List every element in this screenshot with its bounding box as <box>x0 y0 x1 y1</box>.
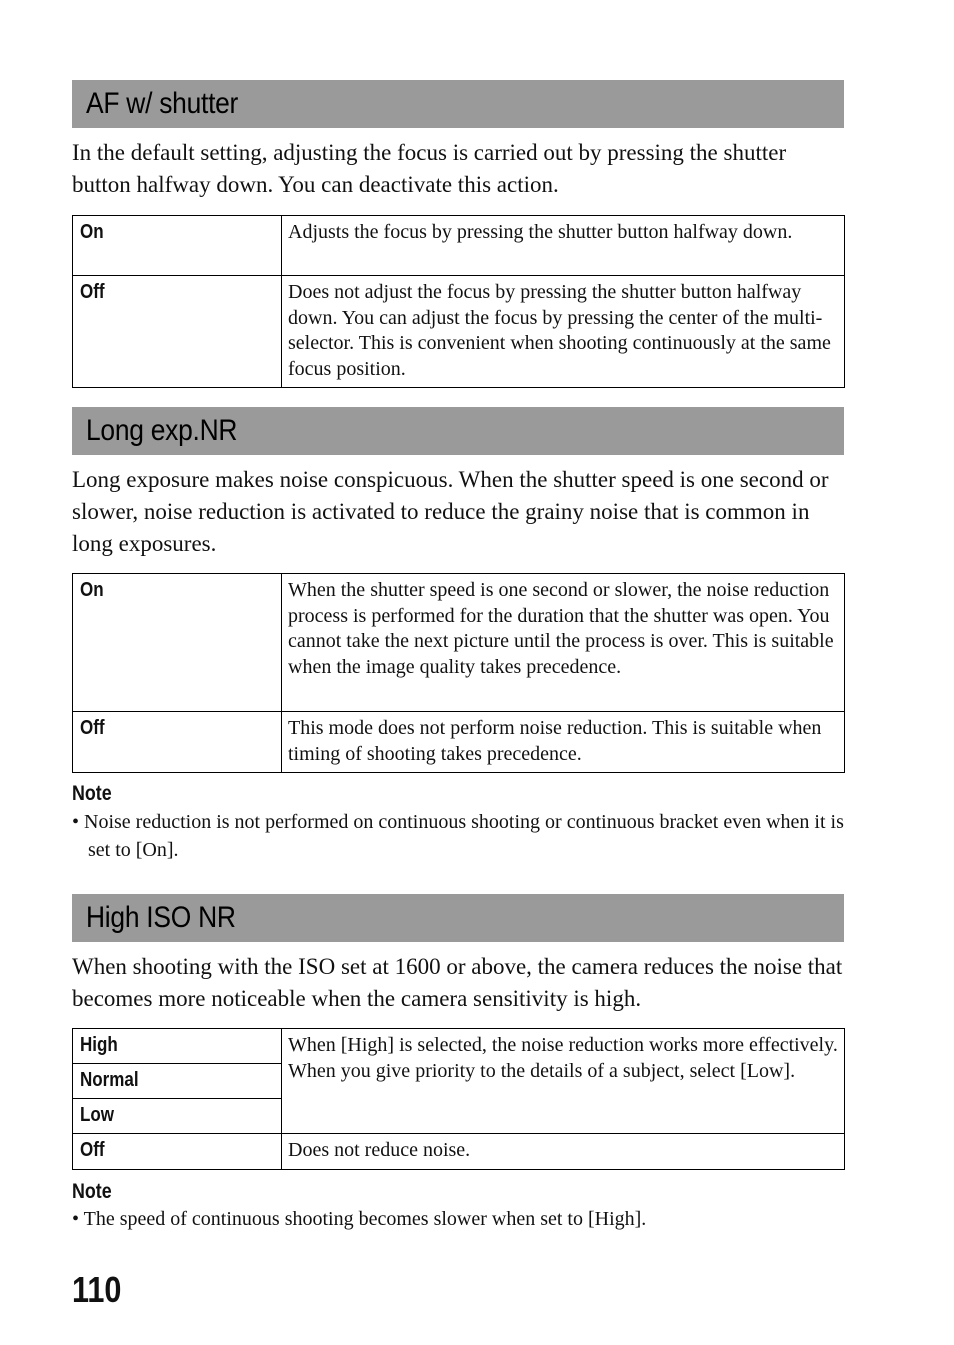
option-key: Off <box>73 276 282 388</box>
table-row <box>73 1134 845 1170</box>
option-desc: Does not adjust the focus by pressing the shutter button halfway down. You can adjust the focus by pressing the center of the multi-selector. This is convenient when shooting continuously at the same focus position. <box>282 276 845 388</box>
option-key: High <box>73 1029 282 1064</box>
section-intro-high-iso-nr: When shooting with the ISO set at 1600 or above, the camera reduces the noise that becomes more noticeable when the camera sensitivity is high. <box>72 954 843 1011</box>
note-item: • Noise reduction is not performed on continuous shooting or continuous bracket even when it is set to [On]. <box>72 811 844 861</box>
section-intro-af-shutter: In the default setting, adjusting the focus is carried out by pressing the shutter button halfway down. You can deactivate this action. <box>72 140 787 197</box>
page-number: 110 <box>72 1269 122 1310</box>
options-table-af-shutter <box>72 215 845 388</box>
section-title-long-exp-nr: Long exp.NR <box>72 407 844 455</box>
section-intro-long-exp-nr: Long exposure makes noise conspicuous. When the shutter speed is one second or slower, noise reduction is activated to reduce the grainy noise that is common in long exposures. <box>72 467 829 556</box>
section-title-high-iso-nr: High ISO NR <box>72 894 844 942</box>
table-row <box>73 276 845 388</box>
note-title: Note <box>72 782 112 805</box>
option-key: Low <box>73 1099 282 1134</box>
table-row <box>73 574 845 712</box>
note-title: Note <box>72 1180 112 1203</box>
option-desc-shared: When [High] is selected, the noise reduction works more effectively. When you give priority to the details of a subject, select [Low]. <box>282 1029 845 1134</box>
option-key: Off <box>73 712 282 773</box>
table-row <box>73 216 845 276</box>
options-table-long-exp-nr <box>72 573 845 773</box>
option-key: Off <box>73 1134 282 1170</box>
option-desc: When the shutter speed is one second or slower, the noise reduction process is performed for the duration that the shutter was open. You cannot take the next picture until the process is over. This is suitable when the image quality takes precedence. <box>282 574 845 712</box>
table-row <box>73 1029 845 1064</box>
note-item: • The speed of continuous shooting becomes slower when set to [High]. <box>72 1208 647 1230</box>
section-title-af-shutter: AF w/ shutter <box>72 80 844 128</box>
option-key: On <box>73 216 282 276</box>
table-row <box>73 712 845 773</box>
options-table-high-iso-nr <box>72 1028 845 1170</box>
option-desc: This mode does not perform noise reduction. This is suitable when timing of shooting takes precedence. <box>282 712 845 773</box>
option-key: On <box>73 574 282 712</box>
option-desc: Does not reduce noise. <box>282 1134 845 1170</box>
option-key: Normal <box>73 1064 282 1099</box>
option-desc: Adjusts the focus by pressing the shutter button halfway down. <box>282 216 845 276</box>
